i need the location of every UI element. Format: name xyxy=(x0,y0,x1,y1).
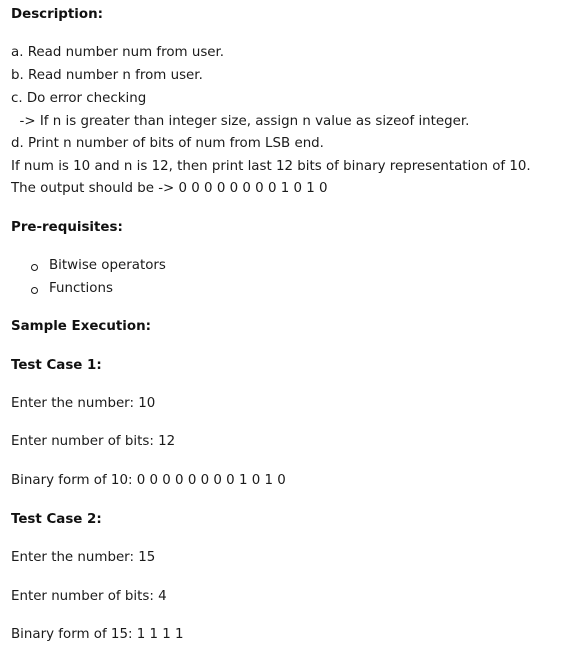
description-line-d: d. Print n number of bits of num from LSB end. xyxy=(11,136,324,151)
prerequisites-heading: Pre-requisites: xyxy=(11,220,123,235)
test-case-1-binary-line: Binary form of 10: 0 0 0 0 0 0 0 0 1 0 1 0 xyxy=(11,473,286,488)
description-line-c: c. Do error checking xyxy=(11,91,147,106)
description-line-a: a. Read number num from user. xyxy=(11,45,225,60)
description-line-c-detail: -> If n is greater than integer size, assign n value as sizeof integer. xyxy=(11,114,470,129)
test-case-1-heading: Test Case 1: xyxy=(11,358,102,373)
test-case-2-binary-line: Binary form of 15: 1 1 1 1 xyxy=(11,627,184,642)
test-case-2-bits-line: Enter number of bits: 4 xyxy=(11,589,167,604)
description-output-line: The output should be -> 0 0 0 0 0 0 0 0 1 0 1 0 xyxy=(11,181,328,196)
bullet-circle-icon xyxy=(31,264,38,271)
prerequisite-label: Bitwise operators xyxy=(49,258,166,273)
prerequisite-label: Functions xyxy=(49,281,113,296)
description-line-b: b. Read number n from user. xyxy=(11,68,203,83)
sample-execution-heading: Sample Execution: xyxy=(11,319,151,334)
description-heading: Description: xyxy=(11,7,103,22)
bullet-circle-icon xyxy=(31,287,38,294)
test-case-1-number-line: Enter the number: 10 xyxy=(11,396,156,411)
test-case-1-bits-line: Enter number of bits: 12 xyxy=(11,434,176,449)
description-example-line: If num is 10 and n is 12, then print last 12 bits of binary representation of 10. xyxy=(11,159,531,174)
test-case-2-number-line: Enter the number: 15 xyxy=(11,550,156,565)
test-case-2-heading: Test Case 2: xyxy=(11,512,102,527)
